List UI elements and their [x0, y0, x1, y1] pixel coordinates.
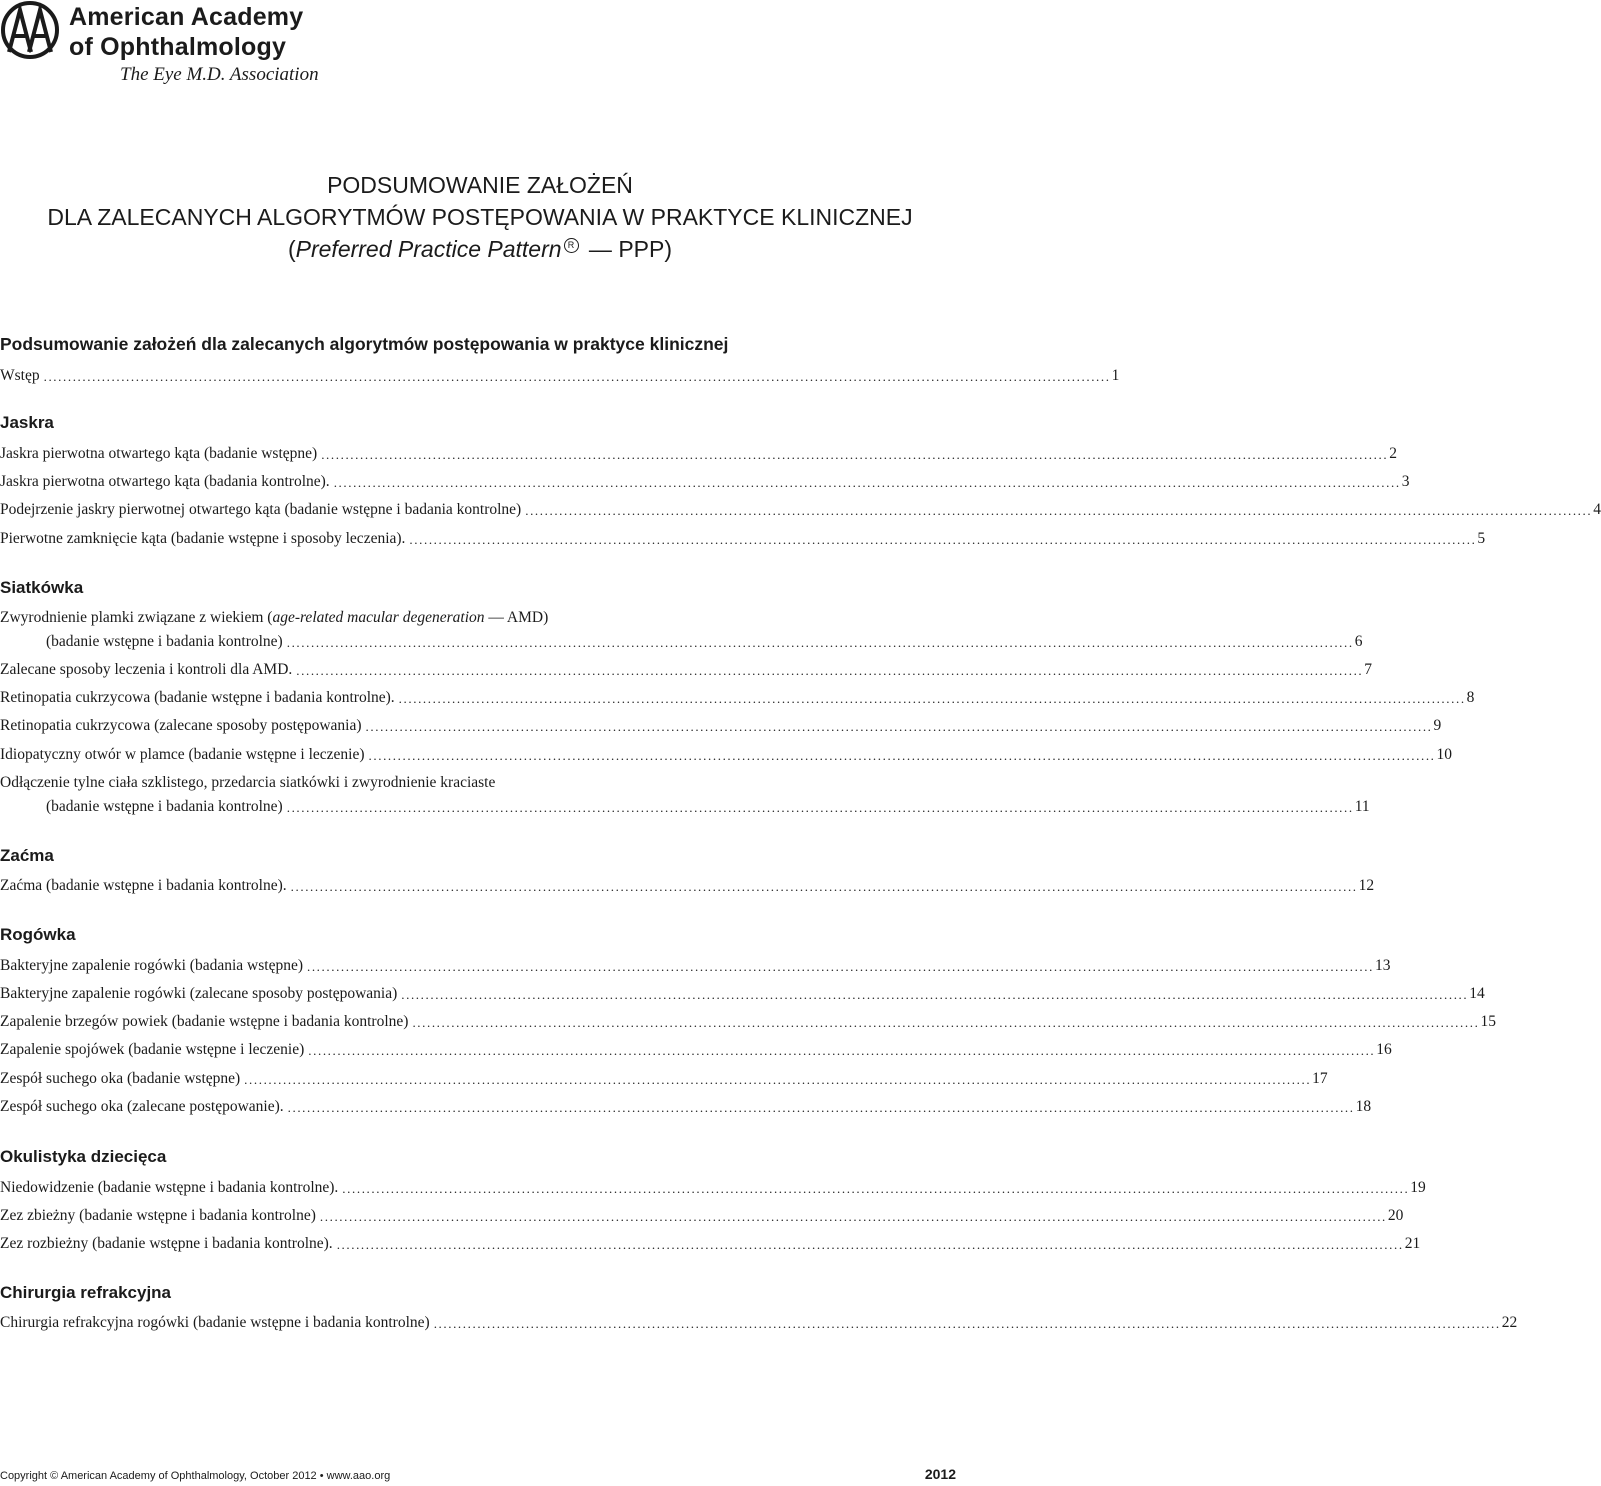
toc-entry-page: 19 [1410, 1179, 1426, 1196]
toc-entry[interactable] [0, 1234, 1421, 1254]
toc-entry[interactable] [0, 500, 1601, 520]
section-heading-siatkowka: Siatkówka [0, 578, 84, 597]
leader-dots: ............................................................................................................................................................................................................................ [368, 748, 1436, 763]
title-rest: — PPP) [582, 236, 673, 262]
toc-entry-page: 21 [1404, 1235, 1421, 1252]
leader-dots: ............................................................................................................................................................................................................................ [286, 635, 1354, 650]
toc-entry-text: Podejrzenie jaskry pierwotnej otwartego kąta (badanie wstępne i badania kontrolne) [0, 501, 522, 518]
toc-entry-text: Jaskra pierwotna otwartego kąta (badanie wstępne) [0, 445, 318, 462]
toc-entry-text: Zez zbieżny (badanie wstępne i badania kontrolne) [0, 1207, 316, 1224]
leader-dots: ............................................................................................................................................................................................................................ [306, 959, 1374, 974]
footer-year: 2012 [924, 1466, 956, 1482]
leader-dots: ............................................................................................................................................................................................................................ [296, 663, 1364, 678]
title-paren: ( [287, 236, 296, 262]
toc-entry-page: 1 [1111, 367, 1120, 384]
toc-entry-page: 3 [1401, 473, 1410, 490]
section-heading-jaskra: Jaskra [0, 413, 54, 432]
toc-entry-text: Zez rozbieżny (badanie wstępne i badania kontrolne). [0, 1235, 333, 1252]
toc-entry[interactable] [0, 632, 1363, 652]
entry-text-part: Zwyrodnienie plamki związane z wiekiem ( [0, 609, 273, 626]
toc-entry-page: 20 [1387, 1207, 1404, 1224]
title-italic: Preferred Practice Pattern [295, 236, 562, 262]
toc-entry-text: Jaskra pierwotna otwartego kąta (badania kontrolne). [0, 473, 330, 490]
toc-entry-page: 9 [1433, 717, 1442, 734]
toc-entry-intro[interactable] [0, 366, 1120, 386]
toc-entry[interactable] [0, 1313, 1518, 1333]
leader-dots: ............................................................................................................................................................................................................................ [286, 800, 1354, 815]
section-heading-chirurgia: Chirurgia refrakcyjna [0, 1283, 172, 1302]
leader-dots: ............................................................................................................................................................................................................................ [43, 369, 1111, 384]
toc-entry[interactable] [0, 688, 1475, 708]
entry-text-italic: age-related macular degeneration [272, 609, 485, 626]
leader-dots: ............................................................................................................................................................................................................................ [401, 987, 1469, 1002]
entry-text-part: — AMD) [484, 609, 549, 626]
toc-entry-text: Retinopatia cukrzycowa (zalecane sposoby postępowania) [0, 717, 362, 734]
leader-dots: ............................................................................................................................................................................................................................ [319, 1209, 1387, 1224]
toc-entry[interactable] [0, 1040, 1392, 1060]
summary-heading: Podsumowanie założeń dla zalecanych algorytmów postępowania w praktyce klinicznej [0, 334, 729, 354]
toc-entry-text: Zaćma (badanie wstępne i badania kontrolne). [0, 877, 287, 894]
footer-copyright: Copyright © American Academy of Ophthalmology, October 2012 • www.aao.org [0, 1470, 391, 1482]
title-line2: DLA ZALECANYCH ALGORYTMÓW POSTĘPOWANIA W PRAKTYCE KLINICZNEJ [47, 204, 913, 230]
aao-logo-icon [0, 0, 60, 60]
toc-entry[interactable] [0, 1178, 1426, 1198]
toc-entry[interactable] [0, 876, 1375, 896]
toc-entry[interactable] [0, 472, 1410, 492]
toc-entry-line1 [0, 608, 548, 628]
section-heading-okulistyka: Okulistyka dziecięca [0, 1147, 167, 1166]
logo-text-line2: of Ophthalmology [69, 33, 287, 61]
leader-dots: ............................................................................................................................................................................................................................ [398, 691, 1466, 706]
toc-entry[interactable] [0, 529, 1486, 549]
toc-entry[interactable] [0, 797, 1370, 817]
leader-dots: ............................................................................................................................................................................................................................ [409, 532, 1477, 547]
toc-entry-text: Zespół suchego oka (badanie wstępne) [0, 1070, 241, 1087]
leader-dots: ............................................................................................................................................................................................................................ [525, 503, 1593, 518]
toc-entry-text: Idiopatyczny otwór w plamce (badanie wstępne i leczenie) [0, 746, 365, 763]
toc-entry-page: 18 [1355, 1098, 1372, 1115]
leader-dots: ............................................................................................................................................................................................................................ [333, 475, 1401, 490]
toc-entry[interactable] [0, 444, 1397, 464]
toc-entry-text: Zapalenie spojówek (badanie wstępne i leczenie) [0, 1041, 305, 1058]
toc-entry-text: Bakteryjne zapalenie rogówki (zalecane sposoby postępowania) [0, 985, 398, 1002]
toc-entry-page: 16 [1376, 1041, 1392, 1058]
toc-entry-page: 8 [1466, 689, 1475, 706]
leader-dots: ............................................................................................................................................................................................................................ [244, 1072, 1312, 1087]
leader-dots: ............................................................................................................................................................................................................................ [336, 1237, 1404, 1252]
toc-entry-text: Pierwotne zamknięcie kąta (badanie wstępne i sposoby leczenia). [0, 530, 406, 547]
toc-entry[interactable] [0, 716, 1442, 736]
toc-entry-text: Chirurgia refrakcyjna rogówki (badanie wstępne i badania kontrolne) [0, 1314, 430, 1331]
toc-entry-text: Niedowidzenie (badanie wstępne i badania kontrolne). [0, 1179, 339, 1196]
toc-entry-text: Retinopatia cukrzycowa (badanie wstępne i badania kontrolne). [0, 689, 395, 706]
toc-entry-text: (badanie wstępne i badania kontrolne) [46, 633, 283, 650]
toc-entry-page: 4 [1593, 501, 1601, 518]
toc-entry-page: 6 [1354, 633, 1363, 650]
toc-entry[interactable] [0, 1012, 1496, 1032]
leader-dots: ............................................................................................................................................................................................................................ [321, 447, 1389, 462]
leader-dots: ............................................................................................................................................................................................................................ [308, 1043, 1376, 1058]
toc-entry-page: 12 [1358, 877, 1375, 894]
toc-entry-text: Bakteryjne zapalenie rogówki (badania wstępne) [0, 957, 303, 974]
toc-entry-page: 10 [1436, 746, 1453, 763]
logo-text-line1: American Academy [69, 3, 304, 31]
leader-dots: ............................................................................................................................................................................................................................ [412, 1015, 1480, 1030]
toc-entry-text: (badanie wstępne i badania kontrolne) [46, 798, 283, 815]
leader-dots: ............................................................................................................................................................................................................................ [290, 879, 1358, 894]
toc-entry-text: Zespół suchego oka (zalecane postępowanie). [0, 1098, 284, 1115]
leader-dots: ............................................................................................................................................................................................................................ [433, 1316, 1501, 1331]
toc-entry-page: 2 [1389, 445, 1397, 462]
title-line3 [0, 236, 960, 263]
registered-icon: R [564, 238, 579, 253]
toc-entry-text: Zapalenie brzegów powiek (badanie wstępne i badania kontrolne) [0, 1013, 409, 1030]
toc-entry-line1: Odłączenie tylne ciała szklistego, przedarcia siatkówki i zwyrodnienie kraciaste [0, 774, 496, 791]
toc-entry[interactable] [0, 956, 1391, 976]
toc-entry[interactable] [0, 745, 1453, 765]
toc-entry-page: 17 [1312, 1070, 1328, 1087]
aao-logo [0, 0, 360, 92]
leader-dots: ............................................................................................................................................................................................................................ [342, 1181, 1410, 1196]
toc-entry[interactable] [0, 660, 1373, 680]
toc-entry[interactable] [0, 984, 1485, 1004]
toc-entry-page: 5 [1477, 530, 1486, 547]
toc-entry-text: Wstęp [0, 367, 40, 384]
toc-entry-page: 13 [1374, 957, 1391, 974]
toc-entry[interactable] [0, 1097, 1372, 1117]
leader-dots: ............................................................................................................................................................................................................................ [287, 1100, 1355, 1115]
toc-entry-page: 7 [1364, 661, 1373, 678]
toc-entry-page: 11 [1354, 798, 1370, 815]
toc-entry-page: 15 [1480, 1013, 1496, 1030]
logo-tagline: The Eye M.D. Association [120, 64, 319, 85]
leader-dots: ............................................................................................................................................................................................................................ [365, 719, 1433, 734]
toc-entry-text: Zalecane sposoby leczenia i kontroli dla AMD. [0, 661, 293, 678]
toc-entry[interactable] [0, 1069, 1328, 1089]
toc-entry-page: 22 [1501, 1314, 1518, 1331]
section-heading-zacma: Zaćma [0, 846, 54, 865]
toc-entry-page: 14 [1469, 985, 1485, 1002]
section-heading-rogowka: Rogówka [0, 925, 76, 944]
title-line1: PODSUMOWANIE ZAŁOŻEŃ [327, 172, 633, 198]
toc-entry[interactable] [0, 1206, 1404, 1226]
